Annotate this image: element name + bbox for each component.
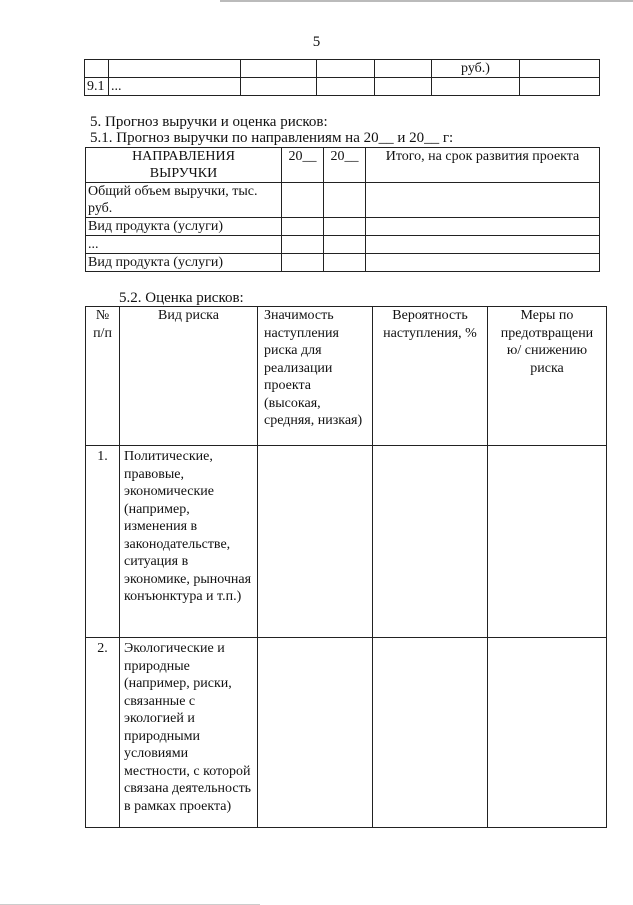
- table-cell: [520, 60, 600, 78]
- risk-number: 1.: [86, 446, 120, 638]
- risk-description: Экологические и природные (например, риски, связанные с экологией и природными условиями местности, с которой связана деятельность в рамках проекта): [120, 638, 258, 828]
- table-cell: [373, 638, 488, 828]
- table-cell: [109, 60, 241, 78]
- header-number: № п/п: [86, 307, 120, 446]
- table-cell: [317, 78, 375, 96]
- risk-description: Политические, правовые, экономические (например, изменения в законодательстве, ситуация в экономике, рыночная конъюнктура и т.п.): [120, 446, 258, 638]
- table-cell: [282, 236, 324, 254]
- row-label: Вид продукта (услуги): [86, 254, 282, 272]
- table-cell: [520, 78, 600, 96]
- header-measures: Меры по предотвращени ю/ снижению риска: [488, 307, 607, 446]
- table-cell: 9.1: [85, 78, 109, 96]
- risk-number: 2.: [86, 638, 120, 828]
- table-cell: руб.): [432, 60, 520, 78]
- table-cell: [366, 236, 600, 254]
- header-risk-type: Вид риска: [120, 307, 258, 446]
- header-significance: Значимость наступления риска для реализации проекта (высокая, средняя, низкая): [258, 307, 373, 446]
- table-row: [86, 638, 607, 828]
- section-title: 5. Прогноз выручки и оценка рисков:: [90, 114, 328, 130]
- table-row: [86, 236, 600, 254]
- table-cell: [488, 638, 607, 828]
- risk-section-title: 5.2. Оценка рисков:: [119, 290, 244, 306]
- table-cell: [324, 218, 366, 236]
- row-label: Вид продукта (услуги): [86, 218, 282, 236]
- table-row: [85, 78, 600, 96]
- subsection-title: 5.1. Прогноз выручки по направлениям на 20__ и 20__ г:: [90, 130, 454, 146]
- table-cell: [366, 254, 600, 272]
- table-cell: [282, 183, 324, 218]
- table-cell: [324, 183, 366, 218]
- row-label: ...: [86, 236, 282, 254]
- table-cell: [258, 446, 373, 638]
- table-row: [86, 254, 600, 272]
- table-cell: [324, 236, 366, 254]
- table-cell: [366, 218, 600, 236]
- revenue-table: [85, 147, 600, 272]
- risk-table: [85, 306, 607, 828]
- previous-table: [84, 59, 600, 96]
- page-number: 5: [312, 34, 321, 50]
- table-cell: [282, 254, 324, 272]
- header-year-2: 20__: [324, 148, 366, 183]
- table-cell: [488, 446, 607, 638]
- table-cell: [432, 78, 520, 96]
- table-cell: [373, 446, 488, 638]
- table-row: [86, 218, 600, 236]
- table-cell: [241, 60, 317, 78]
- table-cell: [241, 78, 317, 96]
- table-cell: ...: [109, 78, 241, 96]
- row-label: Общий объем выручки, тыс. руб.: [86, 183, 282, 218]
- table-cell: [258, 638, 373, 828]
- table-row: [85, 60, 600, 78]
- header-year-1: 20__: [282, 148, 324, 183]
- table-cell: [324, 254, 366, 272]
- table-cell: [282, 218, 324, 236]
- table-cell: [366, 183, 600, 218]
- header-directions: НАПРАВЛЕНИЯ ВЫРУЧКИ: [86, 148, 282, 183]
- table-row: [86, 446, 607, 638]
- header-total: Итого, на срок развития проекта: [366, 148, 600, 183]
- header-probability: Вероятность наступления, %: [373, 307, 488, 446]
- table-row: [86, 183, 600, 218]
- table-cell: [375, 78, 432, 96]
- table-cell: [85, 60, 109, 78]
- table-header-row: [86, 148, 600, 183]
- table-cell: [375, 60, 432, 78]
- scan-edge-top: [220, 0, 633, 2]
- table-cell: [317, 60, 375, 78]
- table-header-row: [86, 307, 607, 446]
